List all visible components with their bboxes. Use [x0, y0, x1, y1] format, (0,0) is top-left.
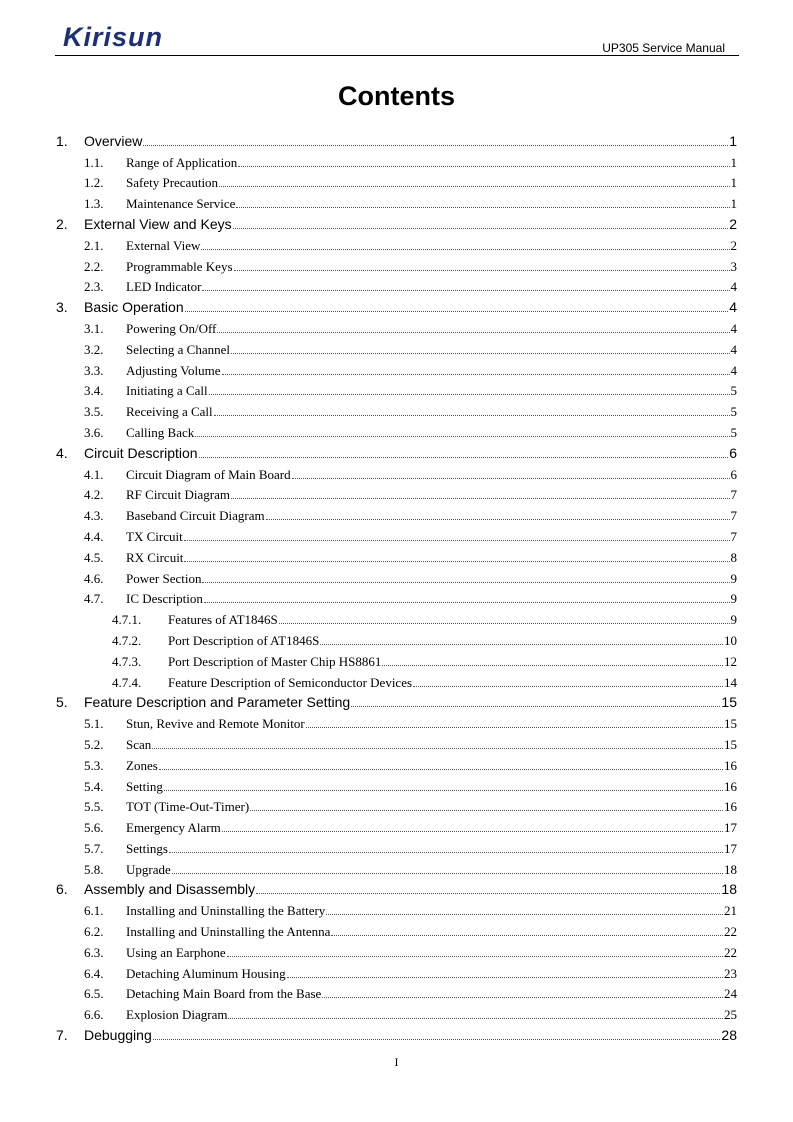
toc-entry-title: Debugging [84, 1027, 152, 1044]
toc-entry-title: Port Description of AT1846S [168, 632, 320, 648]
toc-entry[interactable] [56, 211, 737, 232]
toc-entry-title: External View and Keys [84, 215, 232, 232]
toc-entry-page: 12 [724, 653, 737, 669]
toc-entry[interactable] [56, 731, 737, 752]
toc-entry-page: 15 [724, 716, 737, 732]
toc-entry-number: 1.2. [84, 175, 104, 191]
toc-entry-page: 3 [730, 258, 737, 274]
toc-entry-page: 8 [730, 549, 737, 565]
toc-entry[interactable] [56, 170, 737, 191]
dot-leader [266, 506, 730, 520]
toc-entry-page: 9 [730, 591, 737, 607]
toc-entry-number: 7. [56, 1027, 68, 1044]
toc-entry-page: 15 [724, 736, 737, 752]
toc-entry-page: 14 [724, 674, 737, 690]
dot-leader [320, 631, 723, 645]
dot-leader [231, 485, 730, 499]
toc-entry[interactable] [56, 856, 737, 877]
toc-entry[interactable] [56, 752, 737, 773]
toc-entry-title: Range of Application [126, 154, 238, 170]
toc-entry[interactable] [56, 606, 737, 627]
toc-entry-page: 9 [730, 570, 737, 586]
toc-entry-title: Using an Earphone [126, 944, 226, 960]
toc-entry[interactable] [56, 981, 737, 1002]
toc-entry[interactable] [56, 190, 737, 211]
toc-entry-title: Upgrade [126, 861, 171, 877]
toc-entry-number: 2.2. [84, 258, 104, 274]
toc-entry[interactable] [56, 502, 737, 523]
toc-entry[interactable] [56, 877, 737, 898]
page-title: Contents [338, 81, 455, 111]
toc-entry[interactable] [56, 773, 737, 794]
toc-entry-page: 15 [721, 694, 737, 711]
toc-entry[interactable] [56, 648, 737, 669]
toc-entry-page: 18 [721, 881, 737, 898]
toc-entry[interactable] [56, 461, 737, 482]
dot-leader [256, 880, 720, 894]
toc-entry-number: 3.1. [84, 320, 104, 336]
toc-entry-number: 5.2. [84, 736, 104, 752]
toc-entry-number: 4. [56, 444, 68, 461]
toc-entry-title: Stun, Revive and Remote Monitor [126, 716, 305, 732]
toc-entry-number: 5.6. [84, 820, 104, 836]
toc-entry[interactable] [56, 419, 737, 440]
page-number: I [394, 1055, 399, 1069]
table-of-contents [56, 128, 737, 1043]
toc-entry[interactable] [56, 794, 737, 815]
toc-entry-page: 2 [730, 237, 737, 253]
toc-entry-number: 4.6. [84, 570, 104, 586]
toc-entry-title: Powering On/Off [126, 320, 217, 336]
toc-entry-title: Adjusting Volume [126, 362, 221, 378]
toc-entry-title: Maintenance Service [126, 196, 236, 212]
dot-leader [202, 569, 729, 583]
toc-entry-title: Baseband Circuit Diagram [126, 508, 265, 524]
toc-entry-title: Features of AT1846S [168, 612, 278, 628]
toc-entry-title: Detaching Aluminum Housing [126, 965, 286, 981]
toc-entry-title: Port Description of Master Chip HS8861 [168, 653, 382, 669]
dot-leader [143, 132, 728, 146]
dot-leader [227, 943, 723, 957]
dot-leader [326, 901, 723, 915]
toc-entry[interactable] [56, 378, 737, 399]
toc-entry-page: 2 [729, 215, 737, 232]
dot-leader [234, 257, 730, 271]
dot-leader [214, 402, 730, 416]
toc-entry[interactable] [56, 1022, 737, 1043]
toc-entry[interactable] [56, 482, 737, 503]
dot-leader [169, 839, 723, 853]
toc-entry-number: 5.8. [84, 861, 104, 877]
toc-entry-page: 16 [724, 757, 737, 773]
dot-leader [413, 673, 723, 687]
header-divider [55, 55, 739, 56]
toc-entry[interactable] [56, 128, 737, 149]
dot-leader [185, 298, 729, 312]
toc-entry-page: 4 [729, 299, 737, 316]
toc-entry-title: LED Indicator [126, 279, 202, 295]
logo-text: Kirisun [63, 24, 164, 50]
toc-entry[interactable] [56, 232, 737, 253]
toc-entry-title: Selecting a Channel [126, 341, 230, 357]
dot-leader [287, 964, 723, 978]
toc-entry-number: 6.2. [84, 924, 104, 940]
dot-leader [152, 735, 723, 749]
dot-leader [219, 173, 729, 187]
toc-entry-number: 5.3. [84, 757, 104, 773]
dot-leader [351, 693, 720, 707]
toc-entry-page: 16 [724, 799, 737, 815]
toc-entry-title: Scan [126, 736, 152, 752]
toc-entry[interactable] [56, 315, 737, 336]
toc-entry-title: Setting [126, 778, 163, 794]
toc-entry-number: 2.1. [84, 237, 104, 253]
dot-leader [195, 423, 729, 437]
toc-entry-page: 7 [730, 528, 737, 544]
toc-entry-number: 4.7.2. [112, 632, 142, 648]
toc-entry-number: 3. [56, 299, 68, 316]
toc-entry[interactable] [56, 690, 737, 711]
dot-leader [222, 361, 730, 375]
toc-entry-title: Safety Precaution [126, 175, 219, 191]
toc-entry-page: 23 [724, 965, 737, 981]
toc-entry-page: 6 [730, 466, 737, 482]
dot-leader [217, 319, 729, 333]
kirisun-logo [61, 24, 165, 50]
dot-leader [209, 381, 730, 395]
toc-entry-page: 6 [729, 444, 737, 461]
toc-entry-number: 6.5. [84, 986, 104, 1002]
dot-leader [306, 714, 723, 728]
toc-entry-page: 1 [730, 196, 737, 212]
toc-entry-title: Settings [126, 840, 168, 856]
toc-entry-number: 3.4. [84, 383, 104, 399]
toc-entry-page: 5 [730, 424, 737, 440]
toc-entry[interactable] [56, 565, 737, 586]
toc-entry-page: 1 [730, 175, 737, 191]
toc-entry-number: 5.7. [84, 840, 104, 856]
toc-entry-title: Overview [84, 132, 143, 149]
dot-leader [184, 527, 730, 541]
toc-entry-page: 7 [730, 508, 737, 524]
toc-entry-title: Installing and Uninstalling the Antenna [126, 924, 331, 940]
manual-title: UP305 Service Manual [602, 41, 725, 55]
toc-entry-number: 5.1. [84, 716, 104, 732]
dot-leader [199, 444, 729, 458]
dot-leader [159, 756, 723, 770]
toc-entry-title: RX Circuit [126, 549, 184, 565]
toc-entry-number: 2. [56, 215, 68, 232]
toc-entry-title: Assembly and Disassembly [84, 881, 256, 898]
toc-entry-number: 4.7.1. [112, 612, 142, 628]
dot-leader [279, 610, 730, 624]
dot-leader [204, 589, 730, 603]
dot-leader [238, 153, 729, 167]
toc-entry[interactable] [56, 897, 737, 918]
toc-entry-number: 6.1. [84, 903, 104, 919]
dot-leader [172, 860, 723, 874]
toc-entry-page: 22 [724, 944, 737, 960]
toc-entry-title: Circuit Description [84, 444, 198, 461]
toc-entry-title: Installing and Uninstalling the Battery [126, 903, 326, 919]
toc-entry-number: 4.7. [84, 591, 104, 607]
toc-entry-number: 5.4. [84, 778, 104, 794]
toc-entry-number: 4.5. [84, 549, 104, 565]
toc-entry[interactable] [56, 253, 737, 274]
toc-entry[interactable] [56, 336, 737, 357]
dot-leader [236, 194, 729, 208]
toc-entry-number: 3.5. [84, 404, 104, 420]
toc-entry-number: 1.3. [84, 196, 104, 212]
toc-entry-title: Calling Back [126, 424, 195, 440]
toc-entry-title: Detaching Main Board from the Base [126, 986, 322, 1002]
toc-entry-number: 3.3. [84, 362, 104, 378]
toc-entry-page: 5 [730, 383, 737, 399]
toc-entry-title: IC Description [126, 591, 203, 607]
toc-entry-number: 5.5. [84, 799, 104, 815]
toc-entry[interactable] [56, 669, 737, 690]
toc-entry[interactable] [56, 627, 737, 648]
toc-entry-page: 22 [724, 924, 737, 940]
toc-entry-page: 25 [724, 1007, 737, 1023]
toc-entry-title: Explosion Diagram [126, 1007, 228, 1023]
toc-entry[interactable] [56, 294, 737, 315]
toc-entry-page: 24 [724, 986, 737, 1002]
toc-entry-number: 4.7.4. [112, 674, 142, 690]
toc-entry[interactable] [56, 440, 737, 461]
toc-entry-number: 3.6. [84, 424, 104, 440]
toc-entry-title: Programmable Keys [126, 258, 233, 274]
dot-leader [164, 777, 723, 791]
toc-entry-page: 16 [724, 778, 737, 794]
toc-entry[interactable] [56, 939, 737, 960]
toc-entry-number: 4.3. [84, 508, 104, 524]
page-header [55, 22, 739, 56]
toc-entry-number: 1.1. [84, 154, 104, 170]
dot-leader [233, 215, 729, 229]
toc-entry-title: Initiating a Call [126, 383, 208, 399]
toc-entry[interactable] [56, 523, 737, 544]
toc-entry-number: 4.2. [84, 487, 104, 503]
dot-leader [250, 797, 723, 811]
toc-entry-page: 4 [730, 362, 737, 378]
toc-entry-title: Emergency Alarm [126, 820, 221, 836]
toc-entry[interactable] [56, 586, 737, 607]
toc-entry-page: 9 [730, 612, 737, 628]
toc-entry-page: 5 [730, 404, 737, 420]
dot-leader [292, 465, 730, 479]
toc-entry-page: 28 [721, 1027, 737, 1044]
toc-entry-page: 1 [730, 154, 737, 170]
toc-entry-number: 5. [56, 694, 68, 711]
dot-leader [331, 922, 723, 936]
toc-entry-title: Zones [126, 757, 158, 773]
toc-entry-page: 17 [724, 820, 737, 836]
toc-entry-title: Receiving a Call [126, 404, 213, 420]
toc-entry[interactable] [56, 398, 737, 419]
toc-entry-number: 1. [56, 132, 68, 149]
toc-entry-title: Feature Description and Parameter Setting [84, 694, 351, 711]
toc-entry-title: Feature Description of Semiconductor Devices [168, 674, 413, 690]
toc-entry-number: 6.4. [84, 965, 104, 981]
dot-leader [153, 1026, 721, 1040]
toc-entry-title: Circuit Diagram of Main Board [126, 466, 291, 482]
toc-entry[interactable] [56, 149, 737, 170]
toc-entry[interactable] [56, 544, 737, 565]
dot-leader [202, 277, 729, 291]
dot-leader [382, 652, 723, 666]
toc-entry[interactable] [56, 814, 737, 835]
toc-entry[interactable] [56, 710, 737, 731]
toc-entry-number: 6.3. [84, 944, 104, 960]
toc-entry-page: 4 [730, 279, 737, 295]
toc-entry[interactable] [56, 960, 737, 981]
toc-entry[interactable] [56, 1001, 737, 1022]
toc-entry-page: 21 [724, 903, 737, 919]
toc-entry-number: 6. [56, 881, 68, 898]
toc-entry-number: 2.3. [84, 279, 104, 295]
dot-leader [201, 236, 729, 250]
toc-entry-title: TOT (Time-Out-Timer) [126, 799, 250, 815]
dot-leader [228, 1005, 723, 1019]
toc-entry-number: 4.7.3. [112, 653, 142, 669]
toc-entry[interactable] [56, 918, 737, 939]
toc-entry-page: 4 [730, 320, 737, 336]
toc-entry-number: 4.4. [84, 528, 104, 544]
toc-entry-page: 10 [724, 632, 737, 648]
toc-entry-page: 18 [724, 861, 737, 877]
toc-entry-number: 6.6. [84, 1007, 104, 1023]
toc-entry[interactable] [56, 357, 737, 378]
toc-entry[interactable] [56, 274, 737, 295]
toc-entry-title: Basic Operation [84, 299, 184, 316]
dot-leader [184, 548, 729, 562]
toc-entry-page: 7 [730, 487, 737, 503]
toc-entry-number: 4.1. [84, 466, 104, 482]
dot-leader [231, 340, 730, 354]
toc-entry-page: 17 [724, 840, 737, 856]
dot-leader [222, 818, 723, 832]
toc-entry-title: External View [126, 237, 201, 253]
toc-entry-number: 3.2. [84, 341, 104, 357]
toc-entry[interactable] [56, 835, 737, 856]
toc-entry-title: TX Circuit [126, 528, 183, 544]
toc-entry-title: RF Circuit Diagram [126, 487, 230, 503]
toc-entry-page: 4 [730, 341, 737, 357]
toc-entry-title: Power Section [126, 570, 202, 586]
dot-leader [322, 984, 723, 998]
toc-entry-page: 1 [729, 132, 737, 149]
